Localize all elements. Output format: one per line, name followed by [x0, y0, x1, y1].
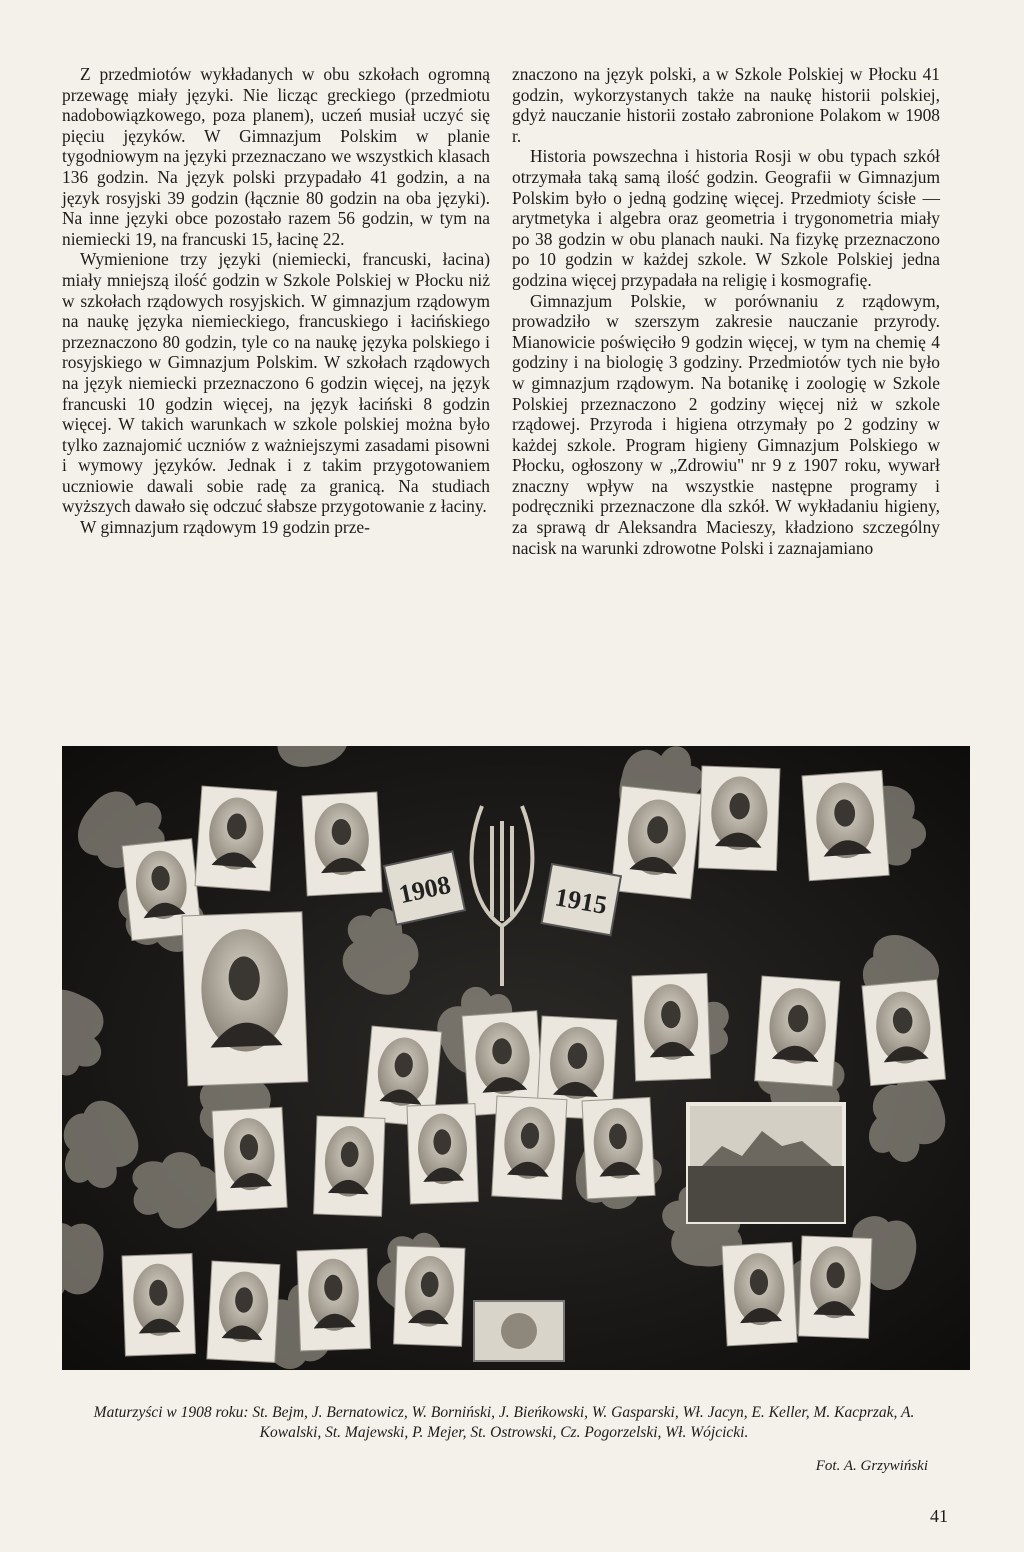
photo-credit: Fot. A. Grzywiński	[815, 1458, 928, 1474]
paragraph: znaczono na język polski, a w Szkole Polskiej w Płocku 41 godzin, wykorzystanych także na naukę historii polskiej, gdyż nauczanie historii zostało zabronione Polakom w 1908 r.	[512, 64, 940, 146]
portrait-card	[862, 979, 945, 1085]
year-plaque-left	[384, 851, 465, 924]
photo-caption: Maturzyści w 1908 roku: St. Bejm, J. Bernatowicz, W. Borniński, J. Bieńkowski, W. Gasparski, Wł. Jacyn, E. Keller, M. Kacprzak, A. Kowalski, St. Majewski, P. Mejer, St. Ostrowski, Cz. Pogorzelski, Wł. Wójcicki.	[93, 1404, 915, 1441]
portrait-card	[207, 1261, 280, 1362]
left-text-column	[62, 64, 490, 538]
portrait-card	[212, 1107, 287, 1211]
year-plaque-right	[542, 864, 621, 935]
portrait-card	[492, 1096, 567, 1200]
portrait-card	[632, 973, 711, 1081]
portrait-card	[407, 1104, 478, 1204]
portrait-card	[302, 792, 382, 896]
paragraph: Z przedmiotów wykładanych w obu szkołach ogromną przewagę miały języki. Nie licząc greckiego (przedmiotu nadobowiązkowego, poza planem), uczeń musiał uczyć się pięciu języków. W Gimnazjum Polskim w planie tygodniowym na języki przeznaczano we wszystkich klasach 136 godzin. Na język polski przypadało 41 godzin, a na język rosyjski 39 godzin (łącznie 80 godzin na oba języki). Na inne języki obce pozostało razem 56 godzin, w tym na niemiecki 19, na francuski 15, łacinę 22.	[62, 64, 490, 249]
portrait-card	[698, 766, 780, 871]
portrait-card	[394, 1246, 465, 1346]
portrait-card	[799, 1236, 872, 1338]
portrait-card	[297, 1249, 370, 1351]
collage-image	[62, 746, 970, 1370]
svg-text:1908: 1908	[396, 869, 454, 910]
town-view-picture	[688, 1104, 844, 1222]
portrait-card	[802, 770, 889, 880]
portrait-card	[122, 1254, 195, 1356]
portrait-card	[582, 1097, 655, 1198]
page-number: 41	[930, 1506, 948, 1526]
portrait-card	[755, 976, 840, 1086]
svg-text:1915: 1915	[552, 882, 610, 920]
paragraph: Wymienione trzy języki (niemiecki, francuski, łacina) miały mniejszą ilość godzin w Szkole Polskiej w Płocku niż w szkołach rządowych rosyjskich. W gimnazjum rządowym na naukę języka niemieckiego, francuskiego i łacińskiego przeznaczono 80 godzin, tyle co na naukę języka polskiego i rosyjskiego w Gimnazjum Polskim. W szkołach rządowych na język niemiecki przeznaczono 6 godzin więcej, na język francuski 10 godzin więcej, na język łaciński 8 godzin więcej. W takich warunkach w szkole polskiej można było tylko zaznajomić uczniów z ważniejszymi zasadami pisowni i wymowy języków. Jednak i z takim przygotowaniem uczniowie dawali sobie radę za granicą. Na studiach wyższych dawało się odczuć słabsze przygotowanie z łaciny.	[62, 249, 490, 517]
eagle-crest-box	[474, 1301, 564, 1361]
class-photo-collage	[62, 746, 970, 1370]
paragraph: W gimnazjum rządowym 19 godzin prze-	[80, 517, 370, 538]
portrait-card	[722, 1242, 797, 1346]
paragraph: Historia powszechna i historia Rosji w obu typach szkół otrzymała taką samą ilość godzin. Geografii w Gimnazjum Polskim było o jedną godzinę więcej. Przedmioty ścisłe — arytmetyka i algebra oraz geometria i trygonometria miały po 38 godzin w obu planach nauki. Na fizykę przeznaczono po 10 godzin w każdej szkole. W Szkole Polskiej jedna godzina więcej przypadała na religię i kosmografię.	[512, 146, 940, 290]
paragraph: Gimnazjum Polskie, w porównaniu z rządowym, prowadziło w szerszym zakresie nauczanie przyrody. Mianowicie poświęciło 9 godzin więcej, w tym na chemię 4 godziny i na biologię 3 godziny. Przedmiotów tych nie było w gimnazjum rządowym. Na botanikę i zoologię w Szkole Polskiej przeznaczono 2 godziny więcej niż w szkole rządowej. Przyroda i higiena otrzymały po 2 godziny w każdej szkole. Program higieny Gimnazjum Polskiego w Płocku, ogłoszony w „Zdrowiu" nr 9 z 1907 roku, wywarł znaczny wpływ na wszystkie następne programy i podręczniki przeznaczone dla szkół. W wykładaniu higieny, za sprawą dr Aleksandra Macieszy, kładziono szczególny nacisk na warunki zdrowotne Polski i zaznajamiano	[512, 290, 940, 558]
right-text-column	[512, 64, 940, 558]
portrait-card	[195, 786, 277, 891]
portrait-card	[611, 786, 702, 899]
portrait-card	[182, 912, 308, 1086]
portrait-card	[314, 1116, 385, 1216]
